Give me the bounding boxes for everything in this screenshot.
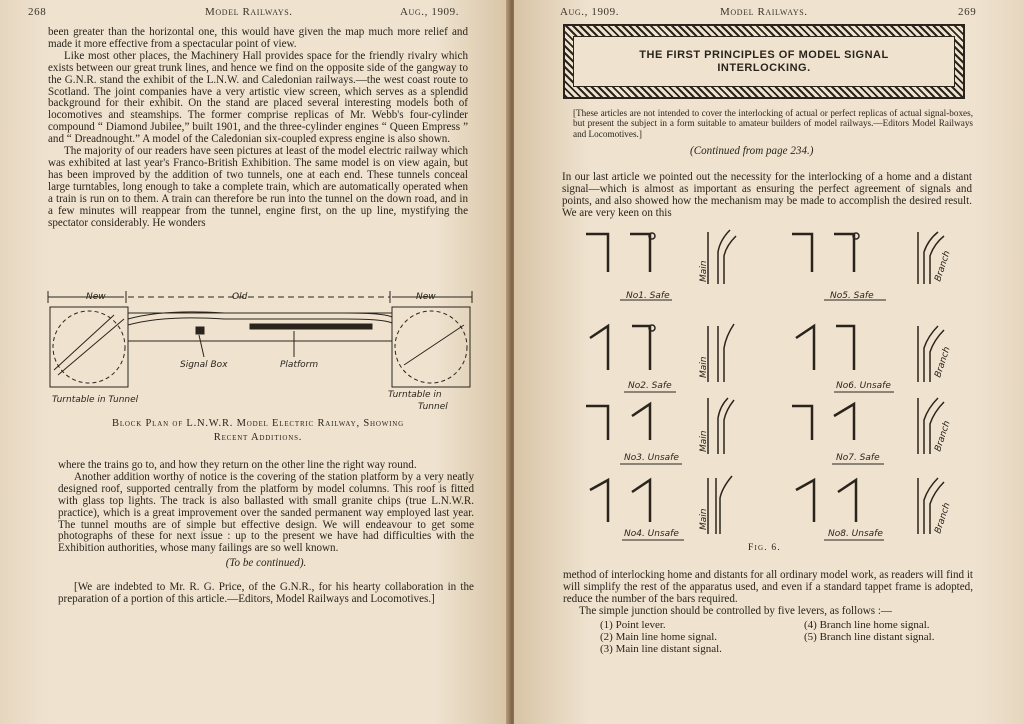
- left-text-top: [48, 27, 468, 229]
- platform-symbol: [250, 324, 372, 329]
- plan-label-new-right: New: [416, 292, 436, 302]
- lever-item: (4) Branch line home signal.: [804, 619, 930, 631]
- right-page-number: 269: [958, 6, 977, 18]
- lever-list-right: [804, 619, 934, 643]
- fig-label-n3: No3. Unsafe: [624, 453, 679, 463]
- fig-label-main: Main: [699, 356, 709, 378]
- fig-label-n5: No5. Safe: [830, 291, 874, 301]
- article-title-line2: INTERLOCKING.: [717, 61, 811, 74]
- fig-label-n6: No6. Unsafe: [836, 381, 891, 391]
- right-body: [563, 570, 973, 618]
- plan-label-turntable-right-2: Tunnel: [418, 402, 448, 412]
- article-title-frame: [563, 24, 965, 99]
- to-be-continued: (To be continued).: [225, 557, 307, 570]
- left-page: [0, 0, 510, 724]
- left-running-date: Aug., 1909.: [400, 6, 460, 18]
- caption-line: Block Plan of L.N.W.R. Model Electric Railway, Showing: [112, 418, 404, 429]
- plan-label-new-left: New: [86, 292, 106, 302]
- left-page-number: 268: [28, 6, 47, 18]
- levers-intro: The simple junction should be controlled by five levers, as follows :—: [579, 604, 893, 617]
- plan-label-turntable-right: Turntable in: [388, 390, 442, 400]
- right-running-title: Model Railways.: [720, 6, 808, 18]
- paragraph: Like most other places, the Machinery Hall provides space for the friendly rivalry which exists between our great trunk lines, and hence we find on the opposite side of the gangway to the G.N.R. stand the exhibit of the L.N.W. and Caledonian railways.—the west coast route to Scotland. The joint companies have a very artistic view screen, which serves as a splendid background for their exhibit. On the stand are placed several interesting models both of locomotives and steamships. The former comprise replicas of Mr. Webb's four-cylinder compound “ Diamond Jubilee,” built 1901, and the three-cylinder engines “ Queen Empress ” and “ Dreadnought.” A model of the Caledonian six-coupled express engine is also shown.: [48, 49, 468, 146]
- plan-label-turntable-left: Turntable in Tunnel: [52, 395, 139, 405]
- lever-item: (3) Main line distant signal.: [600, 643, 722, 656]
- lever-list-left: [600, 619, 722, 656]
- fig-label-n7: No7. Safe: [836, 453, 880, 463]
- paragraph: been greater than the horizontal one, this would have given the map much more relief and made it more effective from a spectacular point of view.: [48, 26, 468, 50]
- plan-label-old: Old: [232, 292, 248, 302]
- fig-label-branch: Branch: [933, 249, 953, 283]
- paragraph: method of interlocking home and distants for all ordinary model work, as readers will find it will simplify the rest of the apparatus used, and even if a standard tappet frame is adopted, reduce the number of the bars required.: [563, 569, 973, 605]
- fig6-caption: Fig. 6.: [748, 543, 781, 553]
- fig-label-n4: No4. Unsafe: [624, 529, 679, 539]
- fig-label-main: Main: [699, 508, 709, 530]
- editor-note: [These articles are not intended to cover the interlocking of actual or perfect replicas of actual signal-boxes, but present the subject in a form suitable to amateur builders of model railways.—Editors Model Railways and Locomotives.]: [573, 108, 973, 139]
- left-tunnel-box: [50, 307, 128, 387]
- fig-label-n1: No1. Safe: [626, 291, 670, 301]
- home-signal-arm: [586, 234, 608, 272]
- fig-label-branch: Branch: [933, 419, 953, 453]
- left-text-bottom: [58, 460, 474, 606]
- signal-box-symbol: [196, 327, 204, 334]
- lever-item: (2) Main line home signal.: [600, 631, 718, 644]
- acknowledgement: [We are indebted to Mr. R. G. Price, of the G.N.R., for his hearty collaboration in the preparation of a portion of this article.—Editors, Model Railways and Locomotives.]: [58, 581, 474, 606]
- lever-item: (1) Point lever.: [600, 619, 666, 631]
- fig-label-n2: No2. Safe: [628, 381, 672, 391]
- fig-label-branch: Branch: [933, 501, 953, 535]
- fig-label-branch: Branch: [933, 345, 953, 379]
- distant-signal-arm: [630, 234, 650, 272]
- article-title-box: [573, 36, 955, 87]
- block-plan-diagram: [44, 285, 476, 415]
- fig-label-main: Main: [699, 430, 709, 452]
- continued-notice: (Continued from page 234.): [690, 145, 814, 157]
- plan-label-signal-box: Signal Box: [180, 360, 228, 370]
- left-turntable: [53, 311, 125, 383]
- lever-item: (5) Branch line distant signal.: [804, 631, 935, 644]
- paragraph: Another addition worthy of notice is the covering of the station platform by a very neatly designed roof, supported centrally from the platform by model columns. This roof is fitted with glass top lights. The track is also ballasted with small granite chips (true L.N.W.R. practice), which is a great improvement over the sanded permanent way employed last year. The tunnel mouths are of simple but effective design. We will endeavour to get some photographs of these for next issue : up to the present we have had difficulties with the Exhibition authorities, whose many failings are so well known.: [58, 470, 474, 555]
- block-plan-caption: [48, 417, 468, 445]
- plan-label-platform: Platform: [280, 360, 319, 370]
- fig-label-main: Main: [699, 260, 709, 282]
- paragraph: The majority of our readers have seen pictures at least of the model electric railway which was exhibited at last year's Franco-British Exhibition. The same model is on view again, but has been improved by the addition of two tunnels, one at each end. These tunnels conceal large turntables, long enough to take a complete train, which are automatically operated when a train is run on to them. A train can therefore be run into the tunnel on the down road, and in a few minutes will reappear from the tunnel, engine first, on the up line, mystifying the spectator considerably. He wonders: [48, 145, 468, 229]
- paragraph: where the trains go to, and how they return on the other line the right way round.: [58, 459, 417, 471]
- fig6-signal-diagrams: [580, 222, 960, 562]
- fig-label-n8: No8. Unsafe: [828, 529, 883, 539]
- left-running-title: Model Railways.: [205, 6, 293, 18]
- caption-line: Recent Additions.: [213, 432, 303, 443]
- left-tracks: [54, 315, 124, 375]
- right-running-date: Aug., 1909.: [560, 6, 620, 18]
- article-title-line1: THE FIRST PRINCIPLES OF MODEL SIGNAL: [639, 48, 889, 61]
- right-intro: In our last article we pointed out the necessity for the interlocking of a home and a distant signal—which is almost as important as ensuring the perfect agreement of signals and points, and also showed how the mechanism may be made to accomplish the desired result. We are very keen on this: [562, 171, 972, 219]
